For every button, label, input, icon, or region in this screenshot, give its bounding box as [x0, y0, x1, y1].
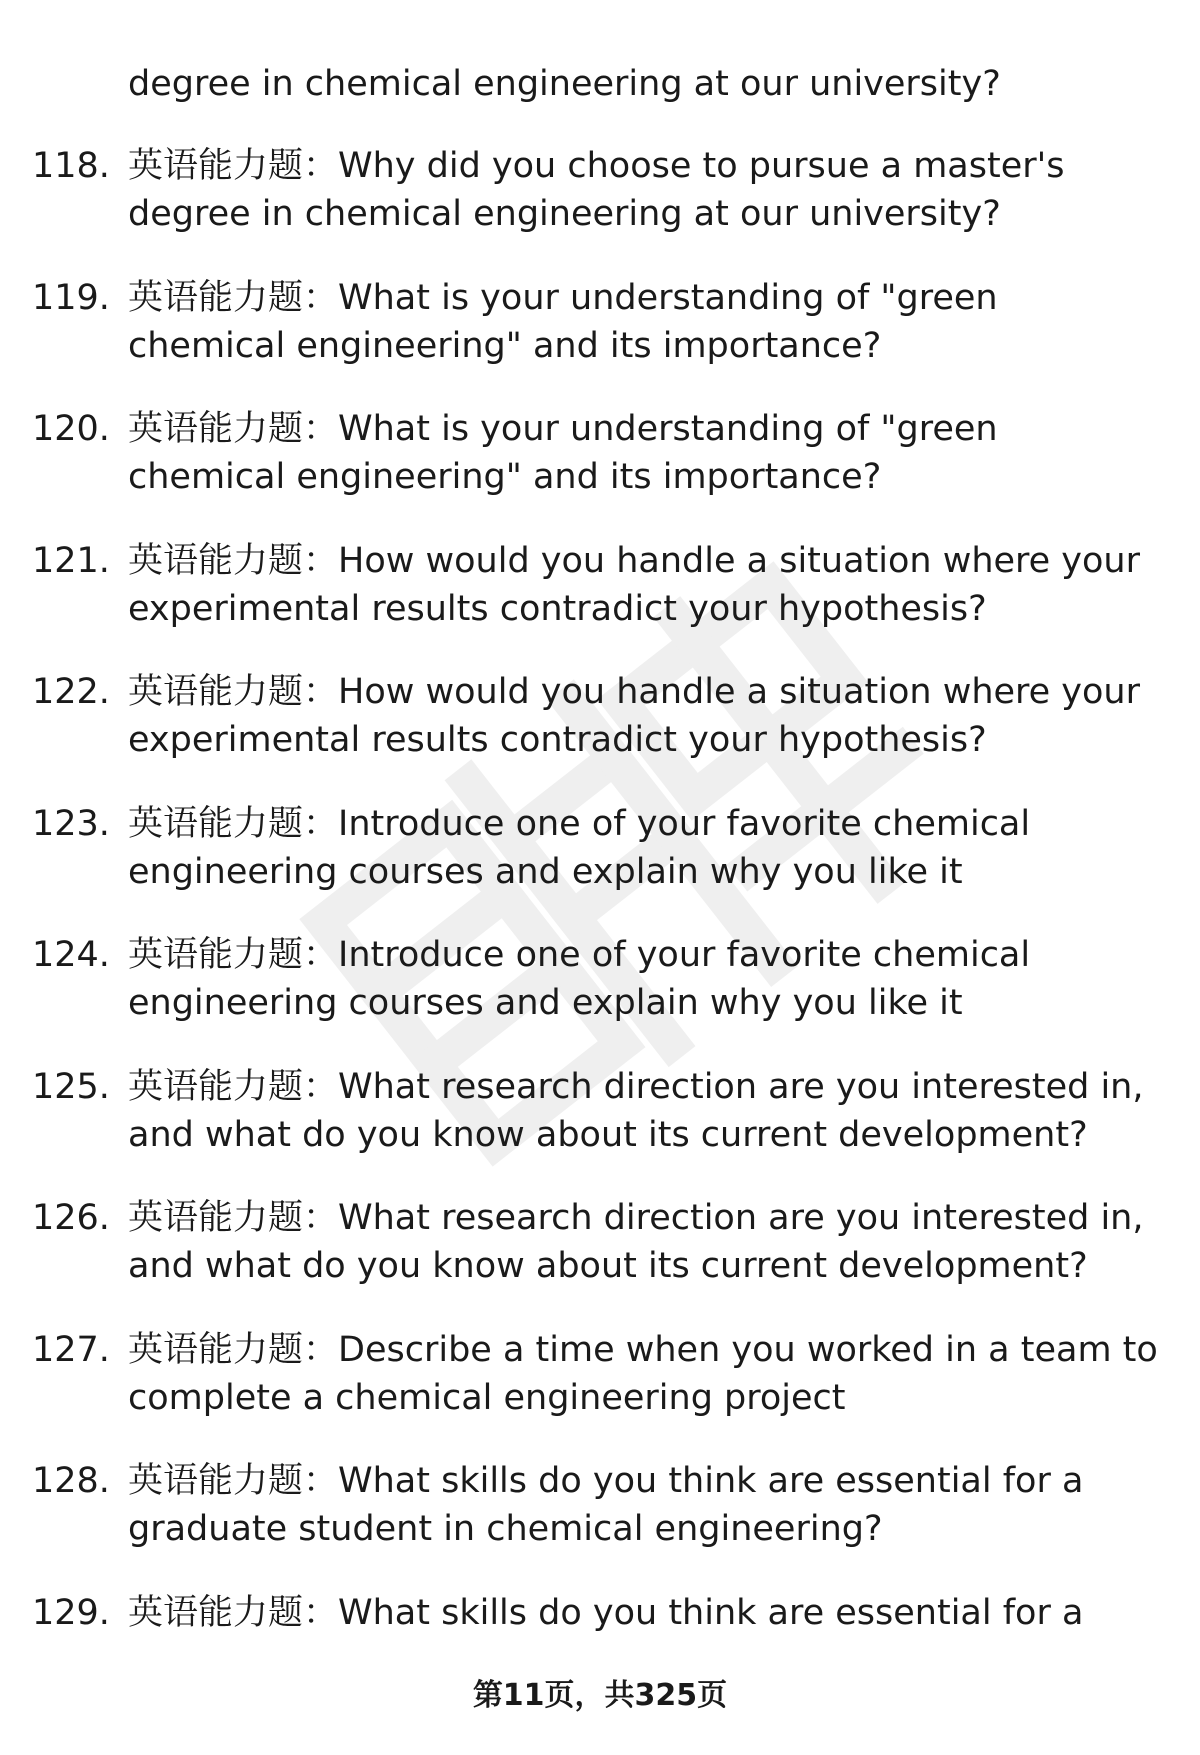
question-number: 121.: [32, 540, 110, 581]
question-text: [128, 142, 1168, 238]
question-category: 英语能力题：: [128, 146, 339, 186]
question-number: 125.: [32, 1066, 110, 1107]
question-number: 124.: [32, 935, 110, 975]
question-line-2: and what do you know about its current development?: [128, 1114, 1088, 1155]
question-text: [128, 1589, 1168, 1637]
question-category: 英语能力题：: [128, 935, 339, 975]
question-line-1: Introduce one of your favorite chemical: [338, 935, 1031, 975]
question-category: 英语能力题：: [128, 803, 339, 844]
question-text: [128, 1326, 1168, 1422]
question-line-2: chemical engineering" and its importance?: [128, 457, 882, 497]
list-item: [0, 1457, 1200, 1589]
question-line-2: degree in chemical engineering at our university?: [128, 194, 1001, 234]
question-line-2: engineering courses and explain why you like it: [128, 851, 963, 892]
question-line-2: experimental results contradict your hypothesis?: [128, 588, 987, 629]
question-line-1: How would you handle a situation where your: [338, 540, 1141, 581]
question-category: 英语能力题：: [128, 1461, 339, 1501]
question-line-2: engineering courses and explain why you like it: [128, 983, 963, 1023]
question-line-2: complete a chemical engineering project: [128, 1377, 846, 1418]
question-number: 127.: [32, 1329, 110, 1370]
question-line-1: How would you handle a situation where your: [338, 672, 1141, 712]
list-item: [0, 405, 1200, 537]
question-number: 126.: [32, 1198, 110, 1238]
list-item: [0, 1326, 1200, 1458]
question-category: 英语能力题：: [128, 277, 339, 318]
question-text: [128, 537, 1168, 633]
question-line-2: graduate student in chemical engineering?: [128, 1509, 883, 1549]
question-number: 119.: [32, 277, 110, 318]
list-item: [0, 537, 1200, 669]
question-line-1: What skills do you think are essential for a: [338, 1592, 1084, 1633]
list-item: [0, 668, 1200, 800]
question-category: 英语能力题：: [128, 1592, 339, 1633]
question-text: [128, 800, 1168, 896]
question-line-1: What is your understanding of "green: [338, 409, 998, 449]
question-text: [128, 1457, 1168, 1553]
question-line-2: experimental results contradict your hypothesis?: [128, 720, 987, 760]
question-category: 英语能力题：: [128, 409, 339, 449]
continued-question-text: degree in chemical engineering at our university?: [128, 64, 1001, 104]
question-text: [128, 668, 1168, 764]
question-line-2: chemical engineering" and its importance?: [128, 325, 882, 366]
question-text: [128, 931, 1168, 1027]
question-text: [128, 405, 1168, 501]
list-item: [0, 931, 1200, 1063]
question-number: 129.: [32, 1592, 110, 1633]
question-text: [128, 274, 1168, 370]
question-list: [0, 142, 1200, 1720]
question-line-2: and what do you know about its current development?: [128, 1246, 1088, 1286]
list-item: [0, 1194, 1200, 1326]
question-number: 128.: [32, 1461, 110, 1501]
question-text: [128, 1063, 1168, 1159]
question-text: [128, 1194, 1168, 1290]
question-line-1: Describe a time when you worked in a team to: [338, 1329, 1158, 1370]
question-line-1: What research direction are you interested in,: [338, 1066, 1144, 1107]
question-category: 英语能力题：: [128, 672, 339, 712]
question-category: 英语能力题：: [128, 1066, 339, 1107]
question-category: 英语能力题：: [128, 540, 339, 581]
question-category: 英语能力题：: [128, 1329, 339, 1370]
question-number: 122.: [32, 672, 110, 712]
list-item: [0, 274, 1200, 406]
question-line-1: What skills do you think are essential for a: [338, 1461, 1084, 1501]
question-number: 118.: [32, 146, 110, 186]
question-line-1: Introduce one of your favorite chemical: [338, 803, 1031, 844]
page-footer: 第11页，共325页: [472, 1678, 728, 1713]
list-item: [0, 142, 1200, 274]
question-number: 120.: [32, 409, 110, 449]
question-number: 123.: [32, 803, 110, 844]
question-category: 英语能力题：: [128, 1198, 339, 1238]
list-item: [0, 800, 1200, 932]
question-line-1: What is your understanding of "green: [338, 277, 998, 318]
question-line-1: What research direction are you interested in,: [338, 1198, 1144, 1238]
list-item: [0, 1063, 1200, 1195]
question-line-1: Why did you choose to pursue a master's: [338, 146, 1065, 186]
